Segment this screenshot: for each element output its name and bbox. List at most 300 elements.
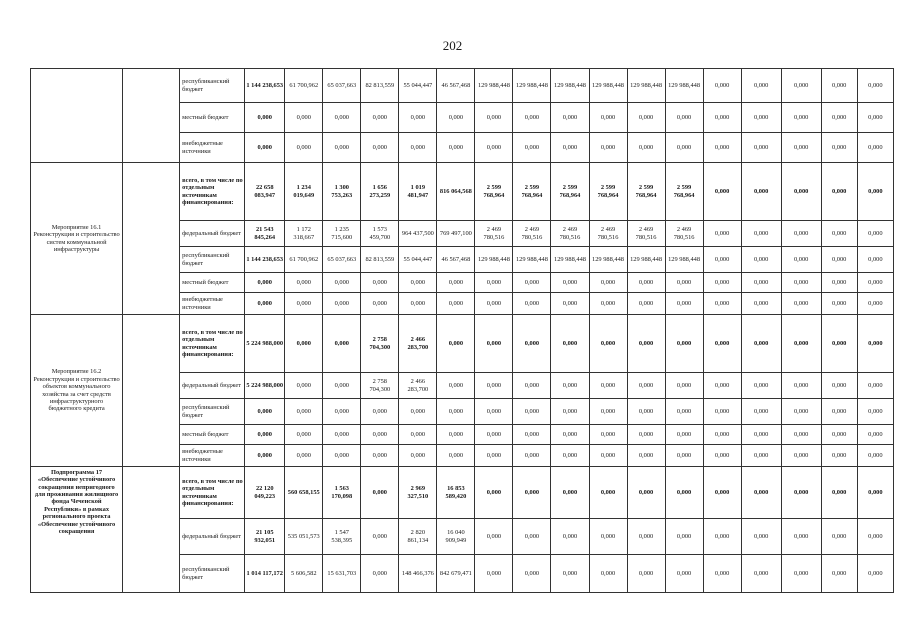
year-value-cell: 0,000 — [323, 133, 361, 163]
year-value-cell: 0,000 — [475, 555, 513, 593]
year-value-cell: 0,000 — [781, 163, 821, 221]
year-value-cell: 0,000 — [285, 293, 323, 315]
year-value-cell: 0,000 — [513, 103, 551, 133]
year-value-cell: 0,000 — [513, 315, 551, 373]
year-value-cell: 0,000 — [323, 273, 361, 293]
year-value-cell: 15 631,703 — [323, 555, 361, 593]
year-value-cell: 0,000 — [741, 69, 781, 103]
year-value-cell: 0,000 — [323, 103, 361, 133]
year-value-cell: 0,000 — [857, 103, 893, 133]
total-cell: 5 224 988,000 — [245, 373, 285, 399]
budget-table — [30, 68, 894, 593]
year-value-cell: 0,000 — [551, 315, 589, 373]
year-value-cell: 0,000 — [665, 519, 703, 555]
year-value-cell: 0,000 — [437, 293, 475, 315]
year-value-cell: 129 988,448 — [475, 69, 513, 103]
year-value-cell: 0,000 — [665, 133, 703, 163]
year-value-cell: 0,000 — [361, 555, 399, 593]
year-value-cell: 0,000 — [857, 221, 893, 247]
year-value-cell: 0,000 — [665, 467, 703, 519]
total-cell: 22 120 049,223 — [245, 467, 285, 519]
year-value-cell: 0,000 — [627, 425, 665, 445]
year-value-cell: 0,000 — [741, 399, 781, 425]
year-value-cell: 1 235 715,600 — [323, 221, 361, 247]
year-value-cell: 0,000 — [741, 133, 781, 163]
year-value-cell: 0,000 — [857, 315, 893, 373]
year-value-cell: 0,000 — [665, 445, 703, 467]
total-cell: 21 105 932,051 — [245, 519, 285, 555]
year-value-cell: 0,000 — [821, 399, 857, 425]
year-value-cell: 0,000 — [821, 133, 857, 163]
year-value-cell: 0,000 — [857, 555, 893, 593]
year-value-cell: 0,000 — [821, 69, 857, 103]
year-value-cell: 0,000 — [475, 315, 513, 373]
year-value-cell: 0,000 — [821, 163, 857, 221]
year-value-cell: 0,000 — [741, 103, 781, 133]
year-value-cell: 0,000 — [475, 425, 513, 445]
year-value-cell: 1 573 459,700 — [361, 221, 399, 247]
year-value-cell: 2 466 283,700 — [399, 373, 437, 399]
year-value-cell: 16 853 589,420 — [437, 467, 475, 519]
year-value-cell: 0,000 — [475, 519, 513, 555]
year-value-cell: 0,000 — [741, 221, 781, 247]
section-name: Мероприятие 16.2 Реконструкция и строительство объектов коммунального хозяйства за счет средств инфраструктурного бюджетного кредита — [31, 315, 123, 467]
year-value-cell: 0,000 — [285, 425, 323, 445]
year-value-cell: 46 567,468 — [437, 247, 475, 273]
year-value-cell: 0,000 — [475, 273, 513, 293]
year-value-cell: 0,000 — [513, 425, 551, 445]
year-value-cell: 0,000 — [703, 163, 741, 221]
year-value-cell: 0,000 — [361, 399, 399, 425]
year-value-cell: 0,000 — [781, 247, 821, 273]
year-value-cell: 0,000 — [627, 133, 665, 163]
total-cell: 0,000 — [245, 133, 285, 163]
year-value-cell: 0,000 — [857, 163, 893, 221]
year-value-cell: 0,000 — [857, 273, 893, 293]
total-cell: 0,000 — [245, 273, 285, 293]
year-value-cell: 0,000 — [437, 425, 475, 445]
year-value-cell: 0,000 — [781, 373, 821, 399]
year-value-cell: 0,000 — [399, 399, 437, 425]
year-value-cell: 55 044,447 — [399, 247, 437, 273]
year-value-cell: 0,000 — [361, 445, 399, 467]
year-value-cell: 0,000 — [437, 445, 475, 467]
year-value-cell: 0,000 — [361, 133, 399, 163]
section-name: Подпрограмма 17 «Обеспечение устойчивого сокращения непригодного для проживания жилищного фонда Чеченской Республики» в рамках регионального проекта «Обеспечение устойчивого сокращения — [31, 467, 123, 593]
year-value-cell: 0,000 — [857, 133, 893, 163]
year-value-cell: 0,000 — [821, 315, 857, 373]
year-value-cell: 0,000 — [323, 293, 361, 315]
year-value-cell: 2 469 780,516 — [551, 221, 589, 247]
year-value-cell: 129 988,448 — [513, 247, 551, 273]
year-value-cell: 0,000 — [361, 519, 399, 555]
year-value-cell: 0,000 — [589, 133, 627, 163]
year-value-cell: 0,000 — [475, 103, 513, 133]
section-name: Мероприятие 16.1 Реконструкция и строительство систем коммунальной инфраструктуры — [31, 163, 123, 315]
page-number: 202 — [442, 38, 463, 53]
funding-source: федеральный бюджет — [180, 221, 245, 247]
year-value-cell: 0,000 — [703, 467, 741, 519]
year-value-cell: 0,000 — [437, 133, 475, 163]
year-value-cell: 0,000 — [551, 399, 589, 425]
year-value-cell: 0,000 — [399, 273, 437, 293]
year-value-cell: 65 037,663 — [323, 247, 361, 273]
year-value-cell: 1 656 273,259 — [361, 163, 399, 221]
year-value-cell: 61 700,962 — [285, 247, 323, 273]
total-cell: 0,000 — [245, 399, 285, 425]
year-value-cell: 0,000 — [513, 133, 551, 163]
year-value-cell: 0,000 — [437, 373, 475, 399]
year-value-cell: 0,000 — [475, 373, 513, 399]
year-value-cell: 129 988,448 — [475, 247, 513, 273]
year-value-cell: 2 469 780,516 — [589, 221, 627, 247]
year-value-cell: 0,000 — [475, 293, 513, 315]
year-value-cell: 0,000 — [627, 519, 665, 555]
year-value-cell: 0,000 — [821, 373, 857, 399]
year-value-cell: 0,000 — [781, 519, 821, 555]
year-value-cell: 0,000 — [589, 399, 627, 425]
year-value-cell: 0,000 — [857, 519, 893, 555]
year-value-cell: 2 599 768,964 — [627, 163, 665, 221]
year-value-cell: 0,000 — [475, 133, 513, 163]
year-value-cell: 0,000 — [399, 445, 437, 467]
year-value-cell: 1 234 019,649 — [285, 163, 323, 221]
year-value-cell: 0,000 — [781, 103, 821, 133]
year-value-cell: 2 599 768,964 — [513, 163, 551, 221]
year-value-cell: 0,000 — [589, 315, 627, 373]
year-value-cell: 16 040 909,949 — [437, 519, 475, 555]
year-value-cell: 0,000 — [857, 247, 893, 273]
table-row — [31, 315, 894, 373]
year-value-cell: 0,000 — [821, 103, 857, 133]
year-value-cell: 0,000 — [285, 273, 323, 293]
year-value-cell: 0,000 — [627, 373, 665, 399]
year-value-cell: 0,000 — [781, 273, 821, 293]
year-value-cell: 0,000 — [437, 315, 475, 373]
funding-source: местный бюджет — [180, 103, 245, 133]
year-value-cell: 0,000 — [285, 315, 323, 373]
year-value-cell: 0,000 — [857, 373, 893, 399]
year-value-cell: 1 563 170,098 — [323, 467, 361, 519]
year-value-cell: 0,000 — [821, 293, 857, 315]
year-value-cell: 0,000 — [551, 519, 589, 555]
year-value-cell: 0,000 — [821, 445, 857, 467]
section-name — [31, 69, 123, 163]
year-value-cell: 0,000 — [285, 399, 323, 425]
year-value-cell: 0,000 — [665, 273, 703, 293]
year-value-cell: 2 599 768,964 — [589, 163, 627, 221]
year-value-cell: 0,000 — [361, 467, 399, 519]
year-value-cell: 0,000 — [857, 425, 893, 445]
year-value-cell: 0,000 — [703, 425, 741, 445]
year-value-cell: 0,000 — [323, 315, 361, 373]
year-value-cell: 1 300 753,263 — [323, 163, 361, 221]
year-value-cell: 842 679,471 — [437, 555, 475, 593]
year-value-cell: 0,000 — [703, 221, 741, 247]
year-value-cell: 0,000 — [513, 467, 551, 519]
executor-cell — [123, 163, 180, 315]
year-value-cell: 2 758 704,300 — [361, 373, 399, 399]
year-value-cell: 129 988,448 — [589, 247, 627, 273]
executor-cell — [123, 315, 180, 467]
funding-source: внебюджетные источники — [180, 293, 245, 315]
year-value-cell: 0,000 — [399, 293, 437, 315]
year-value-cell: 535 051,573 — [285, 519, 323, 555]
year-value-cell: 0,000 — [665, 425, 703, 445]
year-value-cell: 0,000 — [781, 315, 821, 373]
year-value-cell: 0,000 — [627, 103, 665, 133]
year-value-cell: 55 044,447 — [399, 69, 437, 103]
year-value-cell: 0,000 — [285, 133, 323, 163]
year-value-cell: 129 988,448 — [551, 247, 589, 273]
year-value-cell: 0,000 — [361, 273, 399, 293]
year-value-cell: 0,000 — [857, 293, 893, 315]
year-value-cell: 0,000 — [627, 293, 665, 315]
year-value-cell: 129 988,448 — [665, 69, 703, 103]
year-value-cell: 0,000 — [513, 445, 551, 467]
year-value-cell: 0,000 — [513, 555, 551, 593]
year-value-cell: 61 700,962 — [285, 69, 323, 103]
year-value-cell: 0,000 — [627, 399, 665, 425]
year-value-cell: 5 606,582 — [285, 555, 323, 593]
total-cell: 22 658 083,947 — [245, 163, 285, 221]
funding-source: внебюджетные источники — [180, 445, 245, 467]
year-value-cell: 0,000 — [741, 247, 781, 273]
year-value-cell: 0,000 — [703, 399, 741, 425]
year-value-cell: 0,000 — [475, 399, 513, 425]
total-cell: 0,000 — [245, 293, 285, 315]
year-value-cell: 2 820 861,134 — [399, 519, 437, 555]
year-value-cell: 0,000 — [857, 69, 893, 103]
year-value-cell: 0,000 — [399, 103, 437, 133]
funding-source: местный бюджет — [180, 273, 245, 293]
year-value-cell: 0,000 — [821, 467, 857, 519]
year-value-cell: 129 988,448 — [627, 247, 665, 273]
year-value-cell: 0,000 — [399, 425, 437, 445]
executor-cell — [123, 467, 180, 593]
year-value-cell: 129 988,448 — [551, 69, 589, 103]
year-value-cell: 0,000 — [781, 445, 821, 467]
year-value-cell: 0,000 — [703, 273, 741, 293]
funding-source: республиканский бюджет — [180, 247, 245, 273]
year-value-cell: 0,000 — [589, 445, 627, 467]
year-value-cell: 0,000 — [741, 273, 781, 293]
year-value-cell: 0,000 — [703, 247, 741, 273]
year-value-cell: 0,000 — [821, 221, 857, 247]
funding-source: местный бюджет — [180, 425, 245, 445]
year-value-cell: 0,000 — [323, 399, 361, 425]
year-value-cell: 0,000 — [513, 273, 551, 293]
funding-source: всего, в том числе по отдельным источникам финансирования: — [180, 163, 245, 221]
year-value-cell: 0,000 — [399, 133, 437, 163]
year-value-cell: 0,000 — [285, 103, 323, 133]
year-value-cell: 0,000 — [551, 103, 589, 133]
year-value-cell: 0,000 — [665, 103, 703, 133]
year-value-cell: 0,000 — [741, 425, 781, 445]
year-value-cell: 0,000 — [857, 445, 893, 467]
funding-source: федеральный бюджет — [180, 373, 245, 399]
year-value-cell: 0,000 — [589, 519, 627, 555]
year-value-cell: 0,000 — [821, 555, 857, 593]
year-value-cell: 0,000 — [781, 399, 821, 425]
year-value-cell: 0,000 — [475, 445, 513, 467]
year-value-cell: 0,000 — [821, 425, 857, 445]
funding-source: внебюджетные источники — [180, 133, 245, 163]
year-value-cell: 0,000 — [285, 445, 323, 467]
year-value-cell: 2 469 780,516 — [475, 221, 513, 247]
year-value-cell: 0,000 — [741, 315, 781, 373]
total-cell: 1 014 117,172 — [245, 555, 285, 593]
year-value-cell: 0,000 — [513, 293, 551, 315]
year-value-cell: 0,000 — [589, 555, 627, 593]
year-value-cell: 0,000 — [551, 293, 589, 315]
year-value-cell: 816 064,568 — [437, 163, 475, 221]
year-value-cell: 0,000 — [703, 69, 741, 103]
year-value-cell: 2 469 780,516 — [665, 221, 703, 247]
year-value-cell: 0,000 — [627, 445, 665, 467]
year-value-cell: 0,000 — [589, 373, 627, 399]
year-value-cell: 0,000 — [703, 293, 741, 315]
total-cell: 5 224 988,000 — [245, 315, 285, 373]
year-value-cell: 0,000 — [513, 519, 551, 555]
total-cell: 0,000 — [245, 103, 285, 133]
total-cell: 1 144 238,653 — [245, 247, 285, 273]
year-value-cell: 0,000 — [821, 273, 857, 293]
funding-source: республиканский бюджет — [180, 399, 245, 425]
year-value-cell: 0,000 — [323, 445, 361, 467]
year-value-cell: 0,000 — [551, 273, 589, 293]
year-value-cell: 2 599 768,964 — [665, 163, 703, 221]
table-row — [31, 69, 894, 103]
year-value-cell: 0,000 — [821, 519, 857, 555]
year-value-cell: 46 567,468 — [437, 69, 475, 103]
year-value-cell: 1 019 481,947 — [399, 163, 437, 221]
year-value-cell: 0,000 — [361, 103, 399, 133]
year-value-cell: 560 658,155 — [285, 467, 323, 519]
year-value-cell: 0,000 — [285, 373, 323, 399]
year-value-cell: 0,000 — [437, 103, 475, 133]
year-value-cell: 2 599 768,964 — [551, 163, 589, 221]
year-value-cell: 0,000 — [703, 373, 741, 399]
year-value-cell: 1 547 538,395 — [323, 519, 361, 555]
year-value-cell: 0,000 — [551, 445, 589, 467]
year-value-cell: 0,000 — [323, 373, 361, 399]
year-value-cell: 0,000 — [437, 399, 475, 425]
year-value-cell: 0,000 — [665, 555, 703, 593]
year-value-cell: 2 969 327,510 — [399, 467, 437, 519]
year-value-cell: 0,000 — [551, 467, 589, 519]
total-cell: 1 144 238,653 — [245, 69, 285, 103]
year-value-cell: 0,000 — [741, 445, 781, 467]
year-value-cell: 0,000 — [781, 69, 821, 103]
table-row — [31, 163, 894, 221]
year-value-cell: 0,000 — [741, 519, 781, 555]
year-value-cell: 0,000 — [551, 425, 589, 445]
year-value-cell: 0,000 — [627, 467, 665, 519]
year-value-cell: 0,000 — [513, 373, 551, 399]
year-value-cell: 1 172 318,667 — [285, 221, 323, 247]
year-value-cell: 0,000 — [741, 467, 781, 519]
funding-source: федеральный бюджет — [180, 519, 245, 555]
year-value-cell: 0,000 — [665, 399, 703, 425]
year-value-cell: 2 758 704,300 — [361, 315, 399, 373]
year-value-cell: 0,000 — [323, 425, 361, 445]
table-row — [31, 467, 894, 519]
year-value-cell: 0,000 — [589, 103, 627, 133]
year-value-cell: 148 466,376 — [399, 555, 437, 593]
year-value-cell: 0,000 — [781, 467, 821, 519]
year-value-cell: 0,000 — [741, 555, 781, 593]
year-value-cell: 0,000 — [589, 273, 627, 293]
year-value-cell: 0,000 — [703, 133, 741, 163]
year-value-cell: 0,000 — [703, 315, 741, 373]
funding-source: республиканский бюджет — [180, 69, 245, 103]
year-value-cell: 2 599 768,964 — [475, 163, 513, 221]
year-value-cell: 0,000 — [513, 399, 551, 425]
total-cell: 0,000 — [245, 445, 285, 467]
year-value-cell: 0,000 — [781, 425, 821, 445]
year-value-cell: 129 988,448 — [589, 69, 627, 103]
year-value-cell: 0,000 — [627, 555, 665, 593]
year-value-cell: 0,000 — [741, 373, 781, 399]
year-value-cell: 0,000 — [741, 163, 781, 221]
year-value-cell: 0,000 — [361, 425, 399, 445]
year-value-cell: 0,000 — [437, 273, 475, 293]
total-cell: 21 543 845,264 — [245, 221, 285, 247]
year-value-cell: 2 469 780,516 — [513, 221, 551, 247]
year-value-cell: 2 469 780,516 — [627, 221, 665, 247]
year-value-cell: 0,000 — [781, 221, 821, 247]
total-cell: 0,000 — [245, 425, 285, 445]
year-value-cell: 0,000 — [857, 467, 893, 519]
year-value-cell: 65 037,663 — [323, 69, 361, 103]
year-value-cell: 0,000 — [475, 467, 513, 519]
funding-source: республиканский бюджет — [180, 555, 245, 593]
year-value-cell: 0,000 — [361, 293, 399, 315]
year-value-cell: 0,000 — [781, 133, 821, 163]
year-value-cell: 0,000 — [741, 293, 781, 315]
year-value-cell: 0,000 — [781, 555, 821, 593]
year-value-cell: 0,000 — [703, 519, 741, 555]
year-value-cell: 0,000 — [703, 555, 741, 593]
funding-source: всего, в том числе по отдельным источникам финансирования: — [180, 467, 245, 519]
funding-source: всего, в том числе по отдельным источникам финансирования: — [180, 315, 245, 373]
year-value-cell: 0,000 — [665, 373, 703, 399]
year-value-cell: 0,000 — [627, 273, 665, 293]
year-value-cell: 0,000 — [665, 315, 703, 373]
year-value-cell: 82 813,559 — [361, 69, 399, 103]
year-value-cell: 0,000 — [589, 425, 627, 445]
year-value-cell: 0,000 — [551, 555, 589, 593]
year-value-cell: 0,000 — [551, 133, 589, 163]
executor-cell — [123, 69, 180, 163]
year-value-cell: 129 988,448 — [513, 69, 551, 103]
year-value-cell: 0,000 — [627, 315, 665, 373]
year-value-cell: 129 988,448 — [627, 69, 665, 103]
year-value-cell: 0,000 — [589, 293, 627, 315]
year-value-cell: 0,000 — [821, 247, 857, 273]
year-value-cell: 964 437,500 — [399, 221, 437, 247]
year-value-cell: 0,000 — [665, 293, 703, 315]
year-value-cell: 0,000 — [551, 373, 589, 399]
year-value-cell: 0,000 — [857, 399, 893, 425]
year-value-cell: 0,000 — [589, 467, 627, 519]
year-value-cell: 769 497,100 — [437, 221, 475, 247]
year-value-cell: 0,000 — [703, 445, 741, 467]
year-value-cell: 129 988,448 — [665, 247, 703, 273]
year-value-cell: 82 813,559 — [361, 247, 399, 273]
year-value-cell: 2 466 283,700 — [399, 315, 437, 373]
